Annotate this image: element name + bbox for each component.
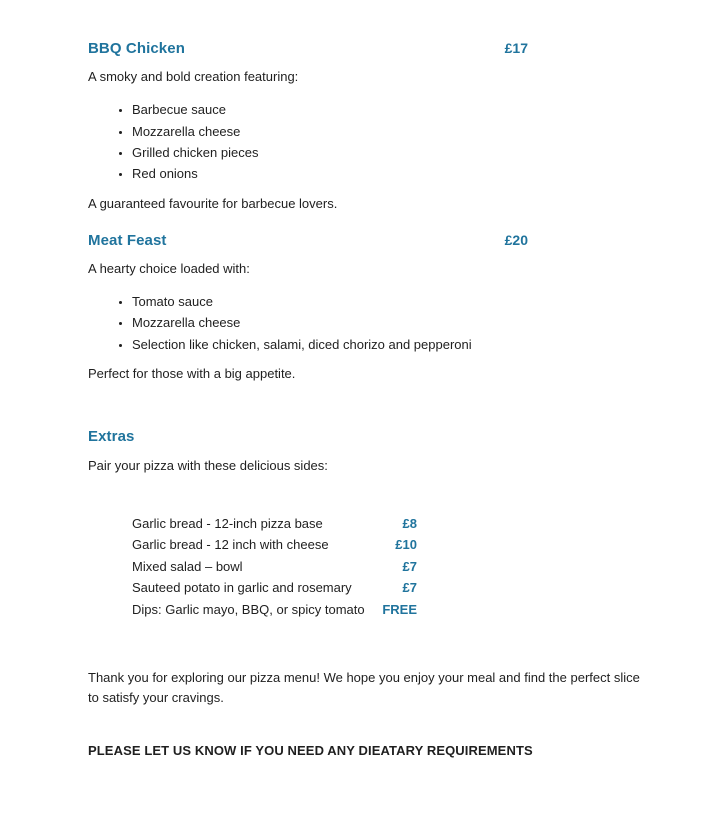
section-title: Meat Feast [88,231,167,249]
extras-item-label: Mixed salad – bowl [132,558,243,574]
extras-list [88,516,417,618]
extras-item-label: Garlic bread - 12-inch pizza base [132,515,323,531]
extras-title: Extras [88,427,135,445]
section-heading-row [88,232,528,249]
ingredient-item: • Tomato sauce [132,294,528,311]
extras-item [132,537,417,554]
extras-item-price: FREE [382,601,417,617]
extras-item-label: Sauteed potato in garlic and rosemary [132,580,352,596]
section-outro: A guaranteed favourite for barbecue lovers. [88,196,338,212]
section-extras [88,402,528,619]
ingredient-item: • Mozzarella cheese [132,124,528,141]
menu-block [88,40,528,618]
section-price: £20 [504,231,528,248]
section-price: £17 [504,40,528,56]
extras-item [132,580,417,597]
extras-item-label: Dips: Garlic mayo, BBQ, or spicy tomato [132,601,365,617]
section-title: BBQ Chicken [88,40,185,57]
section-heading-row [88,402,528,445]
extras-item-label: Garlic bread - 12 inch with cheese [132,537,329,553]
extras-item [132,559,417,576]
extras-item-price: £8 [402,515,417,531]
extras-intro: Pair your pizza with these delicious sides: [88,457,328,473]
ingredient-item: • Barbecue sauce [132,102,528,119]
ingredient-item: • Grilled chicken pieces [132,145,528,162]
section-intro: A smoky and bold creation featuring: [88,69,299,84]
footer-thanks: Thank you for exploring our pizza menu! We hope you enjoy your meal and find the perfect slice to satisfy your cravings. [88,670,640,705]
extras-item [132,516,417,533]
extras-item-price: £7 [402,558,417,574]
ingredient-item: • Red onions [132,166,528,183]
section-bbq-chicken [88,40,528,213]
ingredient-item: • Mozzarella cheese [132,315,528,332]
footer-block [88,668,640,758]
ingredient-item: • Selection like chicken, salami, diced chorizo and pepperoni [132,337,528,354]
extras-item-price: £10 [395,537,417,553]
ingredient-list [88,294,528,354]
section-outro: Perfect for those with a big appetite. [88,366,296,382]
section-meat-feast [88,232,528,383]
extras-item [132,602,417,619]
ingredient-list [88,102,528,183]
footer-dietary-notice: PLEASE LET US KNOW IF YOU NEED ANY DIEATARY REQUIREMENTS [88,743,533,759]
section-heading-row [88,40,528,57]
section-intro: A hearty choice loaded with: [88,260,250,276]
extras-item-price: £7 [402,580,417,596]
